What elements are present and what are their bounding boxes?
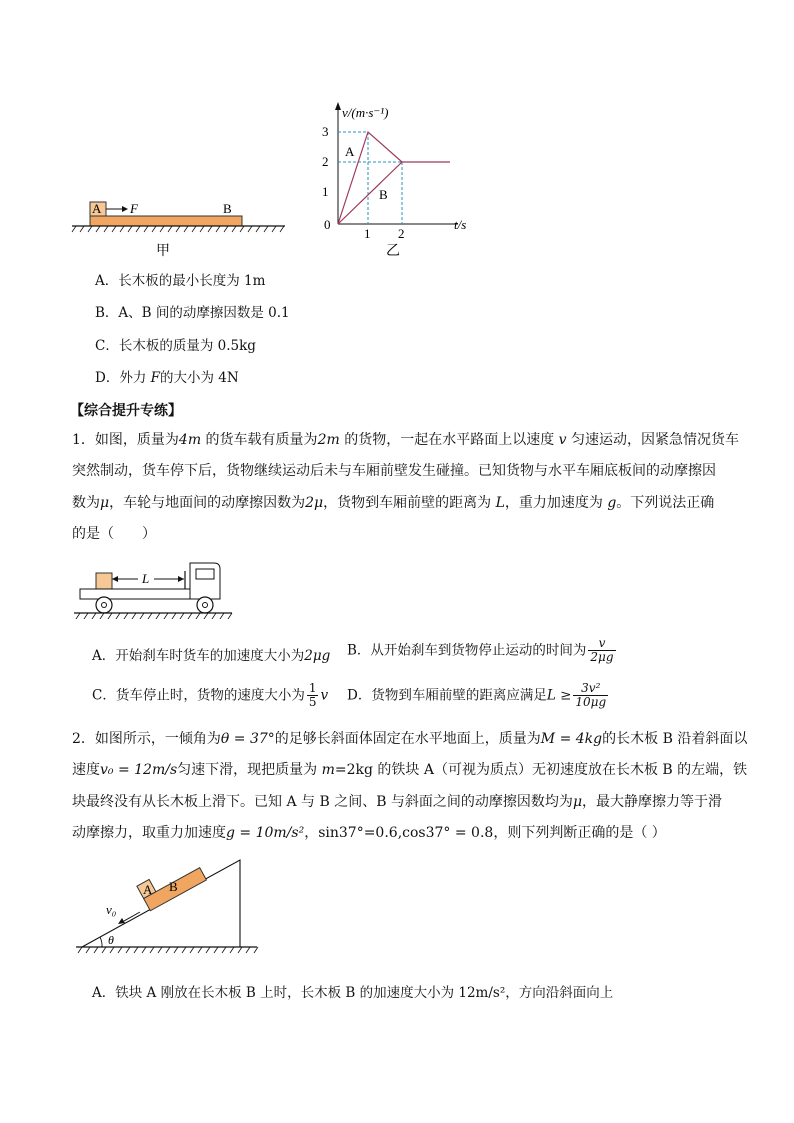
caption-jia: 甲: [156, 244, 170, 259]
q1-option-c: C．货车停止时，货物的速度大小为 $\frac{1}{5}$ v: [92, 681, 329, 709]
y-tick-3: 3: [322, 124, 329, 139]
q1-line-4: 的是（ ）: [72, 526, 156, 542]
curve-b-label: B: [379, 187, 388, 202]
option-c-top: C．长木板的质量为 0.5kg: [95, 338, 256, 354]
figure-incline: [72, 852, 262, 962]
q2-line-3: 块最终没有从长木板上滑下。已知 A 与 B 之间、B 与斜面之间的动摩擦因数均为μ，最大静摩擦力等于滑: [72, 794, 723, 810]
q1-option-b: B．从开始刹车到货物停止运动的时间为 $\frac{v}{2\mu g}$: [347, 636, 614, 664]
origin-label: 0: [324, 217, 331, 232]
road-hatch: [76, 613, 232, 619]
figure-jia: [70, 195, 290, 265]
q1-option-a: A．开始刹车时货车的加速度大小为2μg: [92, 648, 331, 664]
q1-line-1: 1．如图，质量为4m 的货车载有质量为2m 的货物，一起在水平路面上以速度 v 匀速运动，因紧急情况货车: [72, 432, 740, 448]
cargo-box: [96, 573, 112, 589]
y-axis-arrow-icon: [335, 102, 341, 110]
theta-label: θ: [108, 933, 114, 947]
velocity-lines: [338, 132, 450, 224]
cab-window: [196, 569, 214, 579]
board-b-label: B: [223, 201, 232, 216]
block-a-incline-label: A: [143, 882, 153, 897]
section-title: 【综合提升专练】: [70, 403, 182, 419]
option-d-top-pre: D．外力: [95, 370, 151, 386]
y-tick-2: 2: [322, 154, 329, 169]
board-b-incline-label: B: [169, 879, 178, 894]
v0-label: v₀: [106, 902, 117, 917]
curve-a-label: A: [345, 144, 355, 159]
option-d-top: [95, 369, 239, 387]
figure-truck: [72, 555, 237, 627]
x-axis-label: t/s: [454, 217, 467, 232]
ground-hatch: [72, 226, 284, 232]
distance-l-label: L: [142, 571, 150, 586]
q1-line-3: 数为μ，车轮与地面间的动摩擦因数为2μ，货物到车厢前壁的距离为 L，重力加速度为 g。下列说法正确: [72, 495, 715, 511]
q2-line-1: 2．如图所示，一倾角为θ = 37°的足够长斜面体固定在水平地面上，质量为M = 4kg的长木板 B 沿着斜面以: [72, 731, 748, 747]
block-a-label: A: [92, 201, 102, 216]
force-label: F: [130, 201, 138, 216]
arrow-right-icon: [178, 576, 184, 582]
v0-arrow-icon: [118, 918, 125, 924]
y-tick-1: 1: [322, 184, 329, 199]
option-d-top-var: F: [150, 370, 160, 386]
x-tick-2: 2: [398, 226, 405, 241]
option-d-top-post: 的大小为 4N: [160, 370, 239, 386]
q1-option-d: D．货物到车厢前壁的距离应满足L ≥ $\frac{\text{3v²}}{10\mu g}$: [347, 681, 607, 709]
q1-line-2: 突然制动，货车停下后，货物继续运动后未与车厢前壁发生碰撞。已知货物与水平车厢底板间的动摩擦因: [72, 463, 716, 479]
truck-cab: [190, 563, 220, 599]
arrow-head-icon: [122, 206, 128, 212]
option-a-top: A．长木板的最小长度为 1m: [95, 273, 266, 289]
long-board: [90, 216, 242, 226]
q2-option-a: A．铁块 A 刚放在长木板 B 上时，长木板 B 的加速度大小为 12m/s²，方向沿斜面向上: [92, 985, 614, 1001]
figure-yi-vt-graph: [318, 100, 488, 260]
q2-line-2: 速度v₀ = 12m/s匀速下滑，现把质量为 m=2kg 的铁块 A（可视为质点）无初速度放在长木板 B 的左端，铁: [72, 762, 748, 778]
x-tick-1: 1: [364, 226, 371, 241]
arrow-left-icon: [112, 576, 118, 582]
caption-yi: 乙: [386, 244, 400, 259]
option-b-top: B．A、B 间的动摩擦因数是 0.1: [95, 305, 290, 321]
truck-bed: [80, 589, 190, 599]
q2-line-4: 动摩擦力，取重力加速度g = 10m/s²，sin37°=0.6,cos37° = 0.8，则下列判断正确的是（ ）: [72, 825, 666, 841]
floor-hatch: [78, 947, 258, 953]
y-axis-label: v/(m·s⁻¹): [342, 105, 389, 120]
